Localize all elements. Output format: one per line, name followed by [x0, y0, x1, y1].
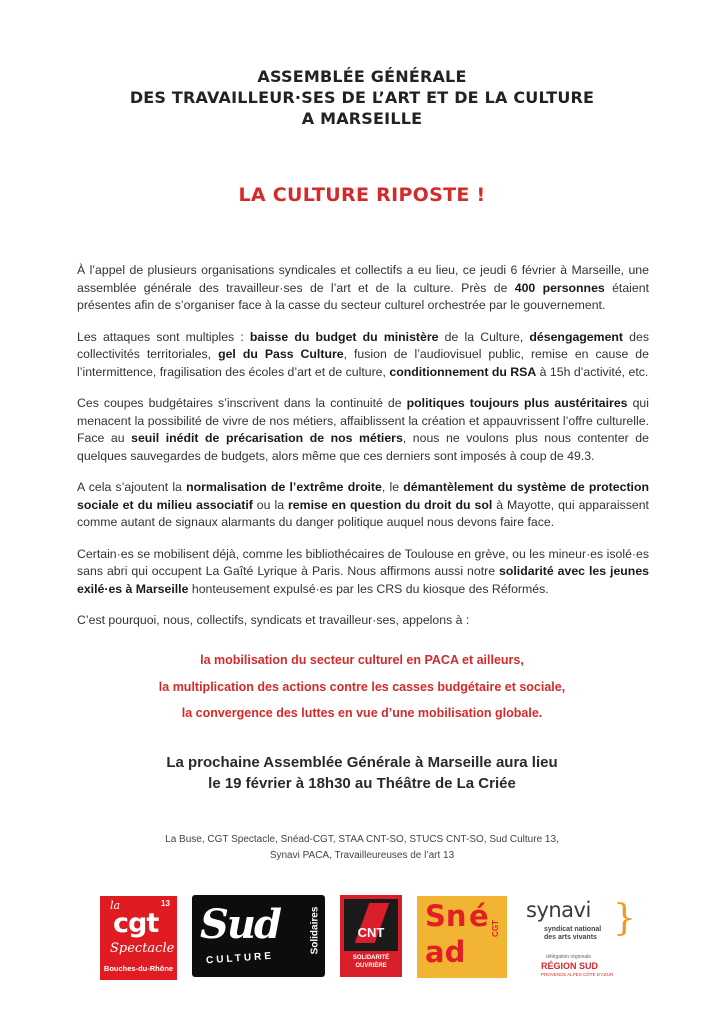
cnt-logo: CNT SOLIDARITÉ OUVRIÈRE	[340, 895, 402, 977]
cnt-emblem: CNT	[344, 899, 398, 951]
snead-cgt-logo: Sn é ad CGT	[417, 896, 507, 978]
signers-line-2: Synavi PACA, Travailleureuses de l’art 13	[269, 850, 455, 861]
cgt-spectacle-logo: la cgt 13 Spectacle Bouches-du-Rhône	[100, 896, 177, 980]
synavi-logo: synavi } syndicat national des arts vivants délégation régionale RÉGION SUD PROVENCE ALPES CÔTE D’AZUR	[526, 898, 636, 977]
paragraph-cuts: Ces coupes budgétaires s’inscrivent dans la continuité de politiques toujours plus austéritaires qui menacent la possibilité de vivre de nos métiers, affaiblissent la création et appauvrissent l’offre culturelle. Face au seuil inédit de précarisation de nos métiers, nous ne voulons plus nous contenter de quelques sauvegardes de budgets, alors même que ces derniers sont imposés à coup de 49.3.	[77, 396, 649, 463]
headline: LA CULTURE RIPOSTE !	[238, 184, 486, 206]
paragraph-call: C’est pourquoi, nous, collectifs, syndicats et travailleur·ses, appelons à :	[77, 613, 470, 627]
next-meeting	[0, 752, 724, 794]
demand-item: la multiplication des actions contre les casses budgétaire et sociale,	[158, 679, 566, 694]
logo-row	[0, 892, 724, 992]
header-line-1: ASSEMBLÉE GÉNÉRALE	[257, 67, 467, 86]
paragraph-attacks: Les attaques sont multiples : baisse du budget du ministère de la Culture, désengagement des collectivités territoriales, gel du Pass Culture, fusion de l’audiovisuel public, remise en cause de l’intermittence, fragilisation des écoles d’art et de culture, conditionnement du RSA à 15h d’activité, etc.	[77, 329, 650, 379]
paragraph-solidarity: Certain·es se mobilisent déjà, comme les bibliothécaires de Toulouse en grève, ou les mineur·es isolé·es sans abri qui occupent La Gaîté Lyrique à Paris. Nous affirmons aussi notre solidarité avec les jeunes exilé·es à Marseille honteusement expulsé·es par les CRS du kiosque des Réformés.	[77, 546, 650, 596]
sud-culture-logo: Sud CULTURE Solidaires	[192, 895, 325, 977]
next-meeting-line-2: le 19 février à 18h30 au Théâtre de La Criée	[208, 775, 516, 792]
signers-line-1: La Buse, CGT Spectacle, Snéad-CGT, STAA CNT-SO, STUCS CNT-SO, Sud Culture 13,	[165, 834, 559, 845]
body-text	[77, 262, 649, 644]
header	[0, 66, 724, 129]
brace-icon: }	[613, 898, 636, 939]
demands-list	[0, 647, 724, 727]
demand-item: la mobilisation du secteur culturel en PACA et ailleurs,	[200, 653, 524, 667]
signers	[0, 832, 724, 864]
paragraph-intro: À l’appel de plusieurs organisations syndicales et collectifs a eu lieu, ce jeudi 6 février à Marseille, une assemblée générale des travailleur·ses de l’art et de la culture. Près de 400 personnes étaient présentes afin de s’organiser face à la casse du secteur culturel orchestrée par le gouvernement.	[77, 263, 649, 312]
header-line-2: DES TRAVAILLEUR·SES DE L’ART ET DE LA CULTURE	[129, 88, 595, 107]
header-line-3: A MARSEILLE	[301, 109, 423, 128]
paragraph-context: A cela s’ajoutent la normalisation de l’extrême droite, le démantèlement du système de protection sociale et du milieu associatif ou la remise en question du droit du sol à Mayotte, qui apparaissent comme autant de signaux alarmants du danger politique auquel nous devons faire face.	[77, 480, 649, 529]
demand-item: la convergence des luttes en vue d’une mobilisation globale.	[181, 706, 543, 720]
next-meeting-line-1: La prochaine Assemblée Générale à Marseille aura lieu	[166, 754, 558, 771]
